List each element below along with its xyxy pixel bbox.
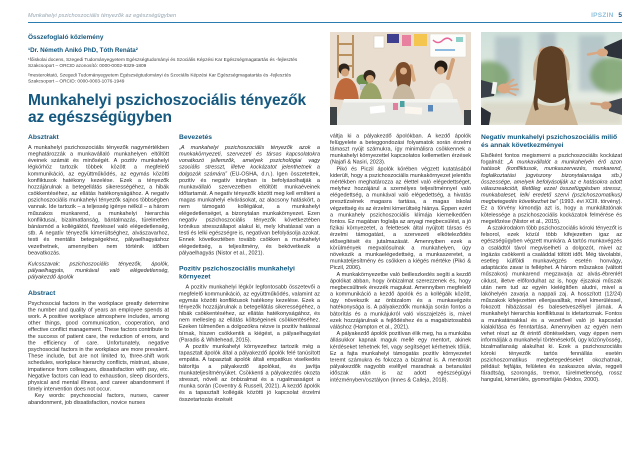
negative-p1-quote: „A munkavállalót a munkahelyén érő azon hatások (konfliktusok, munkaszervezés, munkarend, foglalkoztatási jogviszony bizonytalansága stb.) összessége, amelyek befolyásolják az e hatásokra adott válaszreakcióit, illetőleg ezzel összefüggésben stressz, munkabaleset, lelki eredetű szervi (pszichoszomatikus) megbetegedés következhet be” — [481, 159, 622, 205]
column-abstract — [28, 133, 169, 457]
negative-p1-after: (1993. évi XCIII. törvény). Ez a törvény kimondja azt is, hogy a munkáltatónak kötelessége a pszichoszociális kockázatok felmérése és megelőzése (Nistor et al., 2015). — [481, 198, 622, 225]
pointing-hands-photo — [481, 32, 622, 125]
abstract-hu-text: A munkahelyi pszichoszociális tényezők nagymértékben meghatározzák a munkavállaló munkahelyen eltöltött éveinek számát és minőségét. A pozitív munkahelyi légkörhöz tartozik többek között a megfelelő kommunikáció, az együttműködés, az egymás közötti konfliktusok hatékony kezelése. Ezek a tényezők hozzájárulnak a betegellátás sikerességéhez, a hibák csökkentéséhez, az ellátás hatékonyságához. A negatív pszichoszociális munkahelyi tényezők sajnos többségben vannak. Ide tartozik – a teljesség igénye nélkül – a három műszakos munkarend, a munkahelyi hierarchia konfliktusai, bizalmatlanság, bántalmazás, türelmetlen bánásmód a kollégáktól, fizetéssel való elégedetlenség, stb. A negatív tényezők kimerültséghez, alvászavarhoz, testi és mentális betegségekhez, pályaelhagyáshoz vezethetnek, amennyiben nem történik időben beavatkozás. — [28, 144, 169, 256]
negative-section-heading: Negatív munkahelyi pszichoszociális miliő és annak következményei — [481, 132, 618, 149]
intro-text: (EU-OSHA, d.n.). Igen összetettek, pozitív és negatív irányban is befolyásolhatják a munkavállaló szervezetben eltöltött munkaéveinek időtartamát. A negatív tényezők között meg kell említeni a magas munkahelyi elvárásokat, az alacsony hatáskört, a nem támogató kollégákat, a munkahelyi elégedetlenséget, a bizonytalan munkakörnyezet. Ezen negatív pszichoszociális tényezők következtében krónikus stresszállapot alakul ki, mely kihatással van a testi és lelki egészségre is, negatívan befolyásolja azokat. Ennek következtében tovább csökken a munkahelyi elégedettség, a teljesítmény, és bekövetkezik a pályaelhagyás (Nistor et al., 2021). — [179, 170, 320, 256]
affiliation-1: ¹főiskolai docens, Szegedi Tudományegyetem Egészségtudományi és Szociális Képzési Kar Egészségmagatartás és -fejlesztés Szakcsoport – ORCID azonosító: 0000-0002-9329-1809 — [28, 57, 298, 69]
page-header — [28, 0, 622, 19]
abstract-hu-heading: Absztrakt — [28, 132, 59, 141]
team-meeting-photo — [330, 32, 471, 125]
column-introduction — [179, 133, 320, 457]
affiliation-2: ²mesteroktató, Szegedi Tudományegyetem Egészségtudományi és Szociális Képzési Kar Egészségmagatartás és -fejlesztés Szakcsoport – ORCID: 0000-0003-1076-1949 — [28, 72, 291, 85]
negative-paragraph-2: A szakirodalom több pszichoszociális kóroki tényezőt is felsorol, ezek közül több kifejezetten igaz az egészségügyben végzett munkára. A tartós munkavégzés a családtól távol megviselheti a dolgozót, mivel az ingázás csökkenti a családdal töltött időt. Még távolabbi, esetleg külföldi munkavégzés esetén honvágy, adaptációs zavar is felléphet. A három műszakos (váltott műszakos) munkarend megzavarja az alvás-ébrenlét ciklust, illetve előfordulhat az is, hogy éjszakai műszak után nem tud az egyén kielégítően aludni, mivel a lakóhelyén zavarja a nappali zaj. A hosszított (12/24) műszakok kifejezetten ellenjavalltak, mivel kimerüléssel, fokozott hibázással és balesetveszéllyel járnak. A munkahelyi hierarchia konfliktusai is idetartoznak. Fontos a munkatársakkal és a vezetővel való jó kapcsolat kialakítása és fenntartása. Amennyiben az egyén nem vehet részt az őt érintő döntésekben, vagy éppen nem informálják a munkahelyi történésekről, úgy közönyösség, bizalmatlanság alakulhat ki. Ezek a pszichoszociális kóroki tényezők tartós fennállás esetén pszichoszomatikus megbetegedéseket okozhatnak, például: fejfájás, felületes és szakaszos alvás, reggeli fáradtság, szorongás, tremor, türelmetlenség, rossz hangulat, kimerülés, gyomorfájás (Hódos, 2000). — [481, 225, 622, 383]
abstract-en-text: Psychosocial factors in the workplace greatly determine the number and quality of years an employee spends at work. A positive workplace atmosphere includes, among other things, good communication, cooperation, and effective conflict management. These factors contribute to the success of patient care, the reduction of errors, and the efficiency of care. Unfortunately, negative psychosocial factors in the workplace are more prevalent. These include, but are not limited to, three-shift work schedules, workplace hierarchy conflicts, mistrust, abuse, impatience from colleagues, dissatisfaction with pay, etc. Negative factors can lead to exhaustion, sleep disorders, physical and mental illness, and career abandonment if timely intervention does not occur. — [28, 300, 169, 393]
continuation-paragraph-4: A pályakezdő ápolók pozitívan élik meg, ha a munkába állásukkor kapnak maguk mellé egy mentort, akinek kérdéseket tehetnek fel, vagy segítséget kérhetnek tőlük. Ez a fajta munkahelyi támogatás pozitív környezetet teremt számukra és fokozza a bizalmat is. A mentorált pályakezdők nagyobb eséllyel maradnak a betanulási időszak után is az adott egészségügyi intézményben/osztályon (Innes & Calleja, 2018). — [330, 330, 471, 383]
article-meta — [28, 32, 320, 126]
continuation-paragraph-1: váltja ki a pályakezdő ápolókban. A kezdő ápolók felügyelete a beteggondozási folyamatok során érzelmi támaszt nyújt számukra, így minimálisra csökkennek a munkahelyi környezettel kapcsolatos kellemetlen érzések (Najafi & Nasiri, 2023). — [330, 132, 471, 166]
positive-paragraph-1: A pozitív munkahelyi légkör legfontosabb összetevői a megfelelő kommunikáció, az együttműködés, valamint az egymás közötti konfliktusok hatékony kezelése. Ezek a tényezők hozzájárulnak a betegellátás sikerességéhez, a hibák csökkentéséhez, az ellátás hatékonyságához, és nem mellesleg az ellátás költségeinek csökkentéséhez. Ezeken túlmenően a dolgozókra nézve is pozitív hatással bírnak, hiszen csökkentik a kiégést, a pályaelhagyást (Paradis & Whitehead, 2015). — [179, 284, 320, 343]
page-number: 5 — [618, 11, 622, 19]
positive-paragraph-2: A pozitív munkahelyi környezethez tartozik még a tapasztalt ápolók által a pályakezdő ápolók felé tanúsított empátia. A tapasztalt ápolók általi empatikus viselkedés bátorítja a pályakezdő ápolókat, és javítja munkateljesítményüket. Csökkenti a pályakezdés okozta stresszt, növeli az önbizalmat és a rugalmasságot a munka során (Coventry & Russell, 2021). A kezdő ápolók és a tapasztalt kollégák közötti jó kapcsolat érzelmi összetartozás érzését — [179, 343, 320, 403]
journal-brand: IPSZIN — [591, 11, 614, 19]
intro-paragraph — [179, 144, 320, 256]
continuation-paragraph-3: A munkakörnyezetbe való beilleszkedés segíti a kezdő ápolókat abban, hogy önbizalmat szerezzenek és, hogy megbecsültnek érezzék magukat. Amennyiben megfelelő a kommunikáció a kezdő ápolók és a kollégáik között, úgy növekszik az önbizalom és a munkavégzés hatékonysága is. A pályakezdők munkája során fontos a bátorítás és a munkájukról való visszajelzés is, mivel ezek hozzájárulnak a fejlődéshez és a magabiztosabbá váláshoz (Hampton et al., 2021). — [330, 271, 471, 330]
keywords-en: Key words: psychosocial factors, nurses, career abandonment, job dissatisfaction, novice nurses — [28, 392, 169, 406]
continuation-paragraph-2: Pikó és Piczil ápolók körében végzett kutatásából kiderült, hogy a pszichoszociális munkakörnyezet jelentős mértékben meghatározza az élettel való elégedettséget, melyhez hozzájárul a személyes teljesítménnyel való elégedettség, a munkával való elégedettség, a hivatás presztízsének magasra tartása, a magas iskolai végzettség és az érzelmi kimerültség hiánya. Éppen ezért a munkahely pszichoszociális klímája kiemelkedően fontos. Ez magában foglalja az anyagi megbecsülést, a jó fizikai környezetet, a felettesek által nyújtott társas és érzelmi támogatást, a szervezeti elköteleződés elősegítését és jutalmazását. Amennyiben ezek a körülmények megvalósulnak a munkahelyen, úgy növekszik a munkaelégedettség, a munkaszeretet, a munkateljesítmény és csökken a kiégés mértéke (Pikó & Piczil, 2006). — [330, 165, 471, 271]
keywords-hu: Kulcsszavak: pszichoszociális tényezők, ápolók, pályaelhagyás, munkával való elégedetlenség, pályakezdő ápolók — [28, 260, 169, 281]
intro-quote: „A munkahelyi pszichoszociális tényezők azok a munkakörnyezeti, szervezeti és társas kapcsolatokra vonatkozó jellemzők, amelyek pszichológiai vagy szociális stresszt, illetve kockázatot jelenthetnek a dolgozók számára” — [179, 144, 320, 177]
header-rule — [28, 22, 622, 23]
article-title: Munkahelyi pszichoszociális tényezők az egészségügyben — [28, 91, 307, 126]
intro-heading: Bevezetés — [179, 132, 213, 141]
column-continuation — [330, 133, 471, 457]
running-head: Munkahelyi pszichoszociális tényezők az egészségügyben — [28, 12, 177, 19]
positive-section-heading: Pozitív pszichoszociális munkahelyi környezet — [179, 264, 295, 281]
negative-p1-intro: Elsőként fontos megismerni a pszichoszociális kockázat fogalmát: — [481, 152, 622, 166]
abstract-en-heading: Abstract — [28, 288, 56, 297]
page-number-block — [591, 11, 622, 19]
column-negative — [481, 133, 622, 457]
authors: ¹Dr. Németh Anikó PhD, Tóth Renáta² — [28, 46, 138, 54]
negative-paragraph-1 — [481, 152, 622, 225]
article-type-label: Összefoglaló közlemény — [28, 33, 104, 41]
